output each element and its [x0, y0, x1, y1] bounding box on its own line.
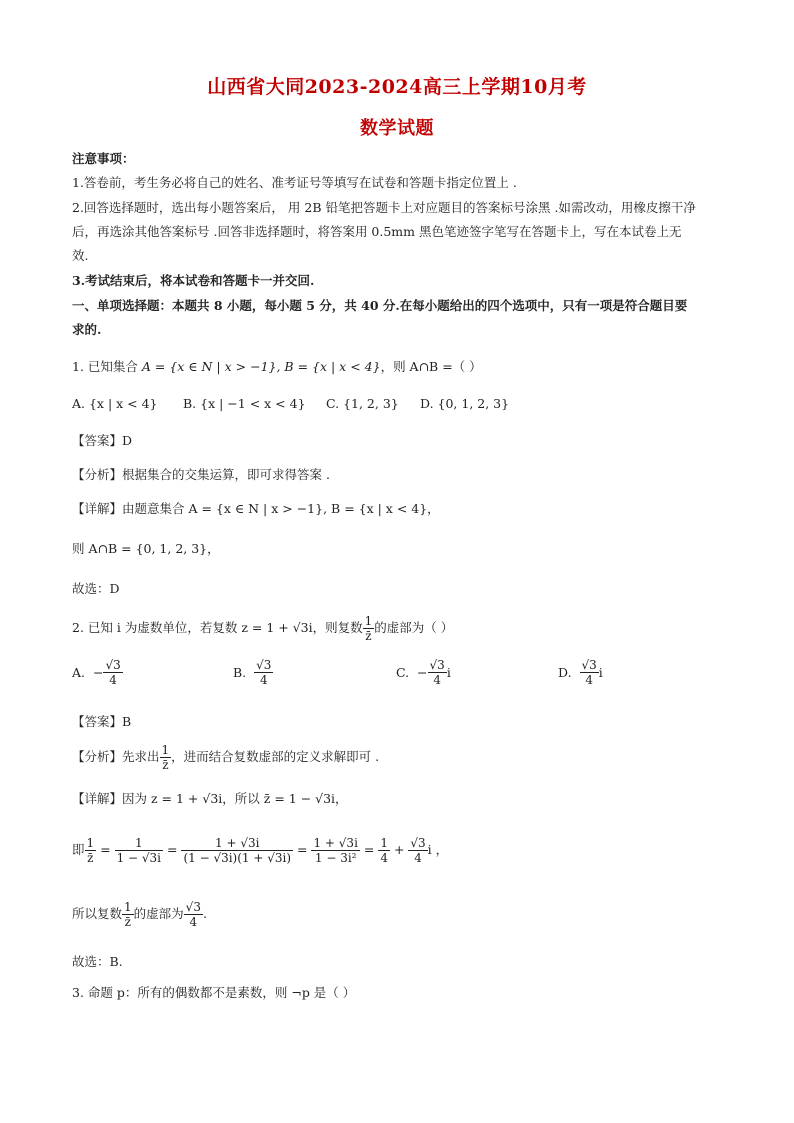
- q1-option-a: A. {x | x < 4}: [72, 396, 158, 411]
- exam-subtitle: 数学试题: [360, 118, 434, 139]
- notes-heading: 注意事项：: [72, 151, 135, 166]
- question-1-stem: 1. 已知集合 A = {x ∈ N | x > −1}, B = {x | x < 4}，则 A∩B =（ ）: [72, 359, 482, 374]
- q1-detail-2: 则 A∩B = {0, 1, 2, 3}，: [72, 541, 220, 556]
- section-1-line-1: 一、单项选择题：本题共 8 小题，每小题 5 分，共 40 分.在每小题给出的四个选项中，只有一项是符合题目要: [72, 298, 688, 313]
- note-2-line-1: 2.回答选择题时，选出每小题答案后， 用 2B 铅笔把答题卡上对应题目的答案标号涂黑 .如需改动，用橡皮擦干净: [72, 200, 696, 215]
- q2-option-c: C. − $\frac{√3}{4}$ i: [396, 658, 451, 687]
- q1-option-b: B. {x | −1 < x < 4}: [183, 396, 306, 411]
- note-2-line-3: 效.: [72, 248, 89, 263]
- q1-option-c: C. {1, 2, 3}: [326, 396, 399, 411]
- q1-detail-1: 【详解】由题意集合 A = {x ∈ N | x > −1}, B = {x | x < 4}，: [72, 501, 440, 516]
- q2-analysis: 【分析】 先求出 $\frac{1}{z̄}$ ，进而结合复数虚部的定义求解即可 .: [72, 742, 380, 772]
- q2-option-a: A. − $\frac{√3}{4}$: [72, 658, 121, 687]
- note-2-line-2: 后，再选涂其他答案标号 .回答非选择题时，将答案用 0.5mm 黑色笔迹签字笔写在答题卡上，写在本试卷上无: [72, 224, 682, 239]
- q2-stem-fraction: $\frac{1}{z̄}$: [364, 613, 373, 643]
- section-1-line-2: 求的.: [72, 322, 102, 337]
- q2-conclusion: 所以复数 $\frac{1}{z̄}$ 的虚部为 $\frac{√3}{4}$ .: [72, 899, 207, 929]
- note-1: 1.答卷前，考生务必将自己的姓名、准考证号等填写在试卷和答题卡指定位置上 .: [72, 175, 517, 190]
- question-2-stem: 2. 已知 i 为虚数单位，若复数 z = 1 + √3i，则复数 $\frac{1}{z̄}$ 的虚部为（ ）: [72, 613, 454, 643]
- q2-final: 故选：B.: [72, 954, 123, 969]
- q2-option-b: B. $\frac{√3}{4}$: [233, 658, 272, 687]
- exam-title: 山西省大同2023-2024高三上学期10月考: [207, 76, 587, 98]
- q1-final: 故选：D: [72, 581, 120, 596]
- q1-option-d: D. {0, 1, 2, 3}: [420, 396, 510, 411]
- q2-answer: 【答案】B: [72, 714, 132, 729]
- question-3-stem: 3. 命题 p：所有的偶数都不是素数，则 ¬p 是（ ）: [72, 985, 356, 1000]
- q2-detail-1: 【详解】因为 z = 1 + √3i，所以 z̄ = 1 − √3i，: [72, 791, 348, 806]
- q1-answer: 【答案】D: [72, 433, 133, 448]
- note-3: 3.考试结束后，将本试卷和答题卡一并交回.: [72, 273, 315, 288]
- q1-analysis: 【分析】根据集合的交集运算，即可求得答案 .: [72, 467, 330, 482]
- q2-calculation: 即 $\frac{1}{z̄}$ = $\frac{1}{1 - √3i}$ = $\frac{1 + √3i}{(1 - √3i)(1 + √3i)}$ = $\frac{1 + √3i}{\text{1 − 3i²}}$ = $\frac{1}{4}$ + $\frac{√3}{4}$ i ，: [72, 835, 449, 865]
- q2-option-d: D. $\frac{√3}{4}$ i: [558, 658, 603, 687]
